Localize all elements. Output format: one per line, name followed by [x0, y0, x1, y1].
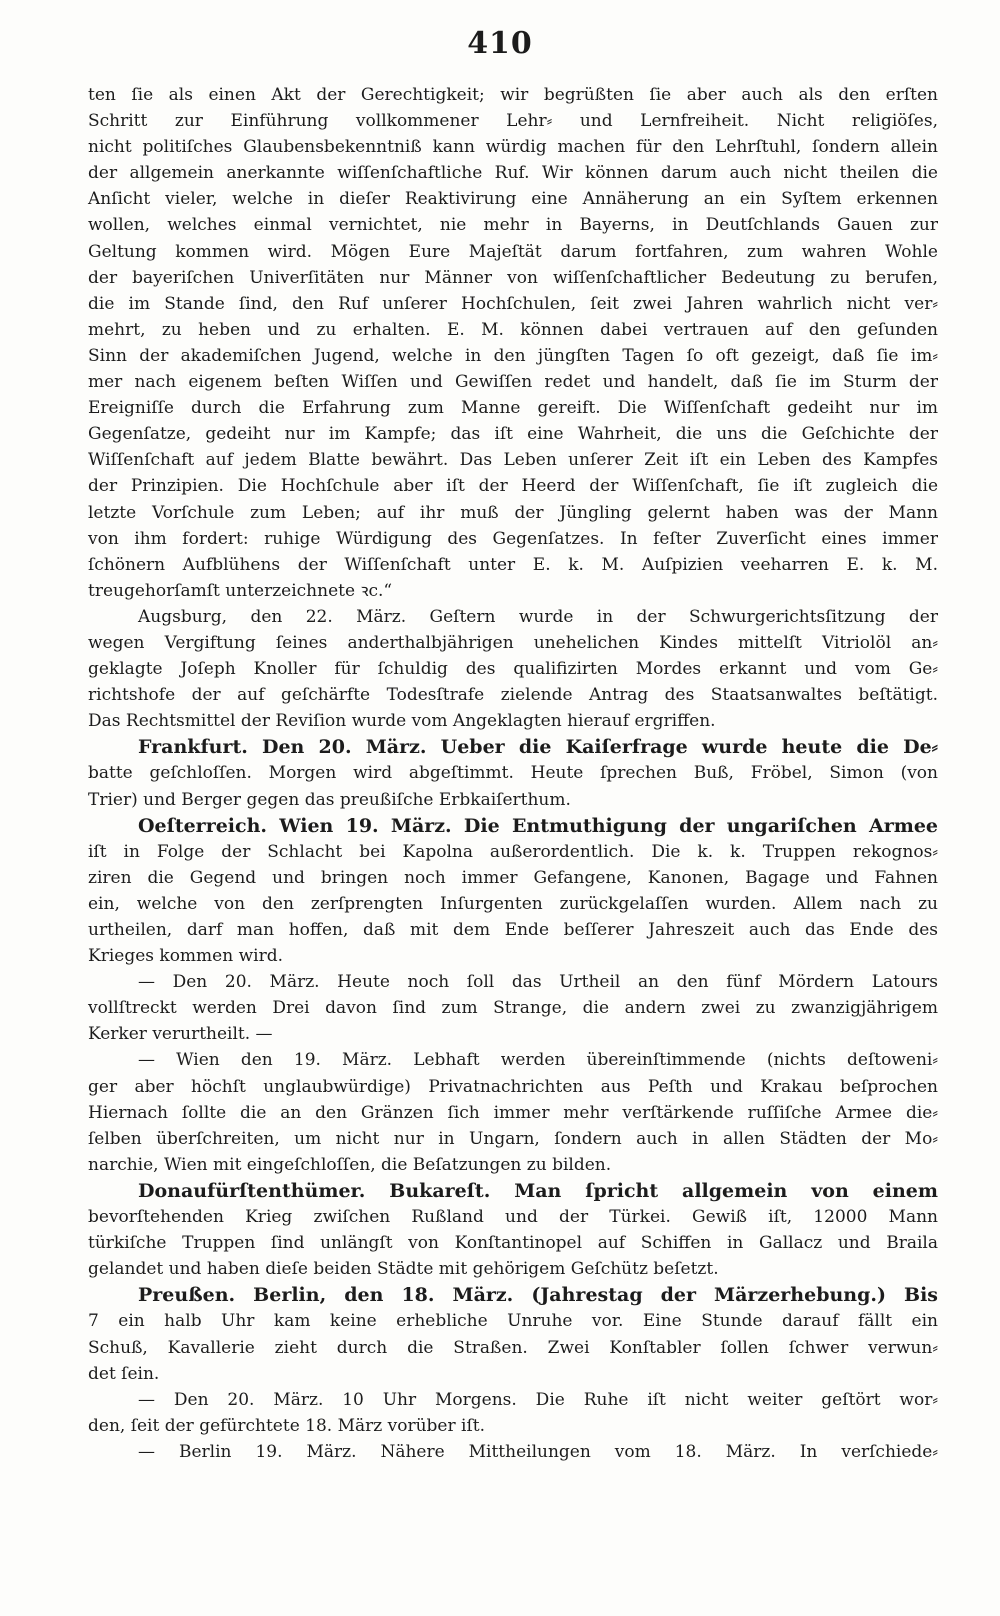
text-line: batte geſchloſſen. Morgen wird abgeſtimmt. Heute ſprechen Buß, Fröbel, Simon (von [88, 763, 938, 784]
text-line: vollſtreckt werden Drei davon ſind zum Strange, die andern zwei zu zwanzigjährigem [88, 998, 938, 1019]
text-line: der bayeriſchen Univerſitäten nur Männer von wiſſenſchaftlicher Bedeutung zu berufen, [88, 267, 938, 288]
text-line: ſelben überſchreiten, um nicht nur in Ungarn, ſondern auch in allen Städten der Mo⸗ [88, 1128, 938, 1149]
text-line: von ihm fordert: ruhige Würdigung des Gegenſatzes. In feſter Zuverſicht eines immer [88, 528, 938, 549]
text-line: — Wien den 19. März. Lebhaft werden übereinſtimmende (nichts deſtoweni⸗ [138, 1050, 938, 1071]
text-line: urtheilen, darf man hoffen, daß mit dem Ende beſſerer Jahreszeit auch das Ende des [88, 920, 938, 940]
text-line: iſt in Folge der Schlacht bei Kapolna außerordentlich. Die k. k. Truppen rekognos⸗ [88, 841, 938, 862]
text-line: Kerker verurtheilt. — [88, 1024, 273, 1045]
text-line: Trier) und Berger gegen das preußiſche Erbkaiſerthum. [88, 789, 571, 810]
section-heading-donaufuerstenthuemer: Donaufürſtenthümer. Bukareſt. Man ſpricht allgemein von einem [138, 1179, 938, 1202]
text-line: richtshofe der auf geſchärfte Todesſtrafe zielende Antrag des Staatsanwaltes beſtätigt. [88, 685, 938, 706]
text-line: nicht politiſches Glaubensbekenntniß kann würdig machen für den Lehrſtuhl, ſondern allein [88, 137, 938, 158]
text-line: der allgemein anerkannte wiſſenſchaftliche Ruf. Wir können darum auch nicht theilen die [88, 163, 938, 184]
text-line: geklagte Joſeph Knoller für ſchuldig des qualifizirten Mordes erkannt und vom Ge⸗ [88, 659, 938, 680]
text-line: den, ſeit der gefürchtete 18. März vorüber iſt. [88, 1415, 485, 1436]
text-line: Krieges kommen wird. [88, 946, 283, 967]
text-line: 7 ein halb Uhr kam keine erhebliche Unruhe vor. Eine Stunde darauf fällt ein [88, 1311, 938, 1332]
text-line: ſchönern Aufblühens der Wiſſenſchaft unter E. k. M. Auſpizien veeharren E. k. M. [88, 554, 938, 575]
text-line: — Den 20. März. 10 Uhr Morgens. Die Ruhe iſt nicht weiter geſtört wor⸗ [138, 1389, 938, 1410]
text-line: Anſicht vieler, welche in dieſer Reaktivirung eine Annäherung an ein Syſtem erkennen [88, 189, 938, 210]
text-line: bevorſtehenden Krieg zwiſchen Rußland und der Türkei. Gewiß iſt, 12000 Mann [88, 1207, 938, 1228]
text-line: türkiſche Truppen ſind unlängſt von Konſtantinopel auf Schiffen in Gallacz und Braila [88, 1233, 938, 1254]
text-line: Sinn der akademiſchen Jugend, welche in den jüngſten Tagen ſo oft gezeigt, daß ſie im⸗ [88, 345, 938, 366]
text-line: ten ſie als einen Akt der Gerechtigkeit; wir begrüßten ſie aber auch als den erſten [88, 85, 938, 105]
text-line: Geltung kommen wird. Mögen Eure Majeſtät darum fortfahren, zum wahren Wohle [88, 241, 938, 262]
text-line: Gegenſatze, gedeiht nur im Kampfe; das iſt eine Wahrheit, die uns die Geſchichte der [88, 424, 938, 445]
text-line: ger aber höchſt unglaubwürdige) Privatnachrichten aus Peſth und Krakau beſprochen [88, 1076, 938, 1097]
text-line: mer nach eigenem beſten Wiſſen und Gewiſſen redet und handelt, daß ſie im Sturm der [88, 372, 938, 393]
text-line: — Berlin 19. März. Nähere Mittheilungen vom 18. März. In verſchiede⸗ [138, 1441, 938, 1462]
section-heading-frankfurt: Frankfurt. Den 20. März. Ueber die Kaiſerfrage wurde heute die De⸗ [138, 736, 938, 759]
article-text [88, 82, 938, 1465]
augsburg-dateline: Augsburg, den 22. März. Geſtern wurde in der Schwurgerichtsſitzung der [138, 606, 938, 627]
text-line: wegen Vergiftung ſeines anderthalbjährigen unehelichen Kindes mittelſt Vitriolöl an⸗ [88, 632, 938, 653]
text-line: Schritt zur Einführung vollkommener Lehr⸗ und Lernfreiheit. Nicht religiöſes, [88, 111, 938, 132]
page-number: 410 [467, 26, 533, 61]
text-line: mehrt, zu heben und zu erhalten. E. M. können dabei vertrauen auf den geſunden [88, 319, 938, 340]
section-heading-oesterreich: Oeſterreich. Wien 19. März. Die Entmuthigung der ungariſchen Armee [138, 814, 938, 837]
text-line: ziren die Gegend und bringen noch immer Gefangene, Kanonen, Bagage und Fahnen [88, 867, 938, 888]
text-line: det ſein. [88, 1363, 160, 1384]
text-line: gelandet und haben dieſe beiden Städte mit gehörigem Geſchütz beſetzt. [88, 1259, 719, 1280]
text-line: ein, welche von den zerſprengten Inſurgenten zurückgelaſſen wurden. Allem nach zu [88, 893, 938, 914]
text-line: Ereigniſſe durch die Erfahrung zum Manne gereift. Die Wiſſenſchaft gedeiht nur im [88, 398, 938, 419]
text-line: — Den 20. März. Heute noch ſoll das Urtheil an den fünf Mördern Latours [138, 972, 938, 993]
text-line: der Prinzipien. Die Hochſchule aber iſt der Heerd der Wiſſenſchaft, ſie iſt zugleich die [88, 476, 938, 497]
text-line: wollen, welches einmal vernichtet, nie mehr in Bayerns, in Deutſchlands Gauen zur [88, 215, 938, 236]
section-heading-preussen: Preußen. Berlin, den 18. März. (Jahrestag der Märzerhebung.) Bis [138, 1284, 938, 1307]
text-line: Schuß, Kavallerie zieht durch die Straßen. Zwei Konſtabler ſollen ſchwer verwun⸗ [88, 1337, 938, 1358]
text-line: narchie, Wien mit eingeſchloſſen, die Beſatzungen zu bilden. [88, 1154, 612, 1175]
text-line: Hiernach ſollte die an den Gränzen ſich immer mehr verſtärkende ruſſiſche Armee die⸗ [88, 1102, 938, 1123]
text-line: die im Stande ſind, den Ruf unſerer Hochſchulen, ſeit zwei Jahren wahrlich nicht ver⸗ [88, 293, 938, 314]
text-line: treugehorſamſt unterzeichnete ꝛc.“ [88, 580, 393, 601]
text-line: Wiſſenſchaft auf jedem Blatte bewährt. Das Leben unſerer Zeit iſt ein Leben des Kampfes [88, 450, 938, 471]
text-line: Das Rechtsmittel der Reviſion wurde vom Angeklagten hierauf ergriffen. [88, 711, 716, 732]
text-line: letzte Vorſchule zum Leben; auf ihr muß der Jüngling gelernt haben was der Mann [88, 502, 938, 523]
